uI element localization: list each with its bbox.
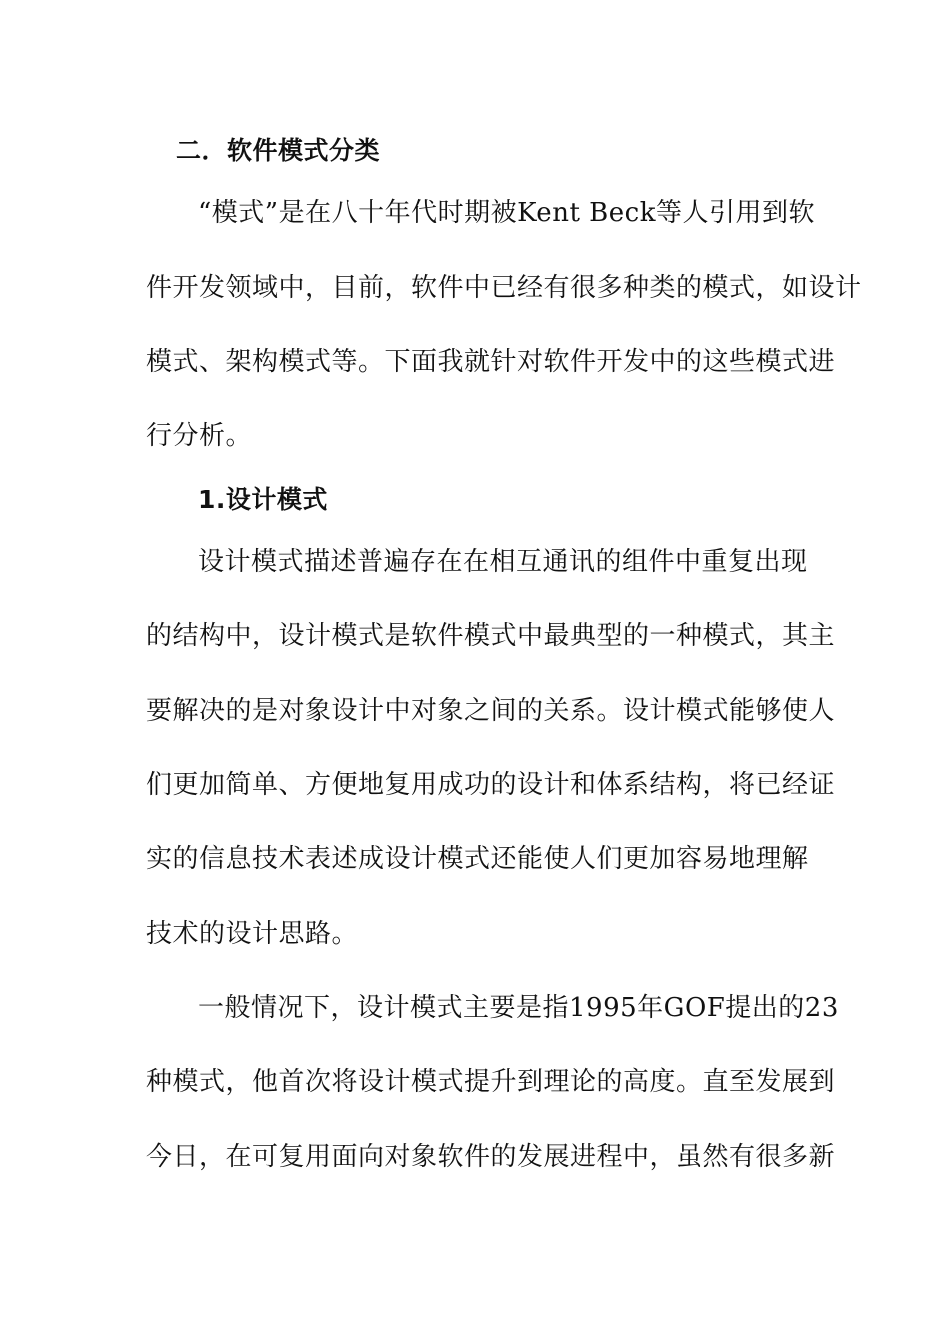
paragraph-line: 行分析。 [146,421,253,451]
paragraph-line: 模式、架构模式等。下面我就针对软件开发中的这些模式进 [146,347,836,377]
subsection-heading: 1.设计模式 [198,485,328,514]
paragraph-line: 们更加简单、方便地复用成功的设计和体系结构，将已经证 [146,770,836,800]
paragraph-line: 一般情况下，设计模式主要是指1995年GOF提出的23 [198,993,839,1023]
paragraph-line: 种模式，他首次将设计模式提升到理论的高度。直至发展到 [146,1067,836,1097]
paragraph-line: “模式”是在八十年代时期被Kent Beck等人引用到软 [198,198,815,228]
paragraph-line: 要解决的是对象设计中对象之间的关系。设计模式能够使人 [146,696,836,726]
paragraph-line: 今日，在可复用面向对象软件的发展进程中，虽然有很多新 [146,1142,836,1172]
paragraph-line: 实的信息技术表述成设计模式还能使人们更加容易地理解 [146,844,809,874]
paragraph-line: 设计模式描述普遍存在在相互通讯的组件中重复出现 [198,547,808,577]
paragraph-line: 技术的设计思路。 [146,919,359,949]
paragraph-line: 的结构中，设计模式是软件模式中最典型的一种模式，其主 [146,621,836,651]
paragraph-line: 件开发领域中，目前，软件中已经有很多种类的模式，如设计 [146,273,862,303]
section-heading: 二．软件模式分类 [176,136,381,165]
